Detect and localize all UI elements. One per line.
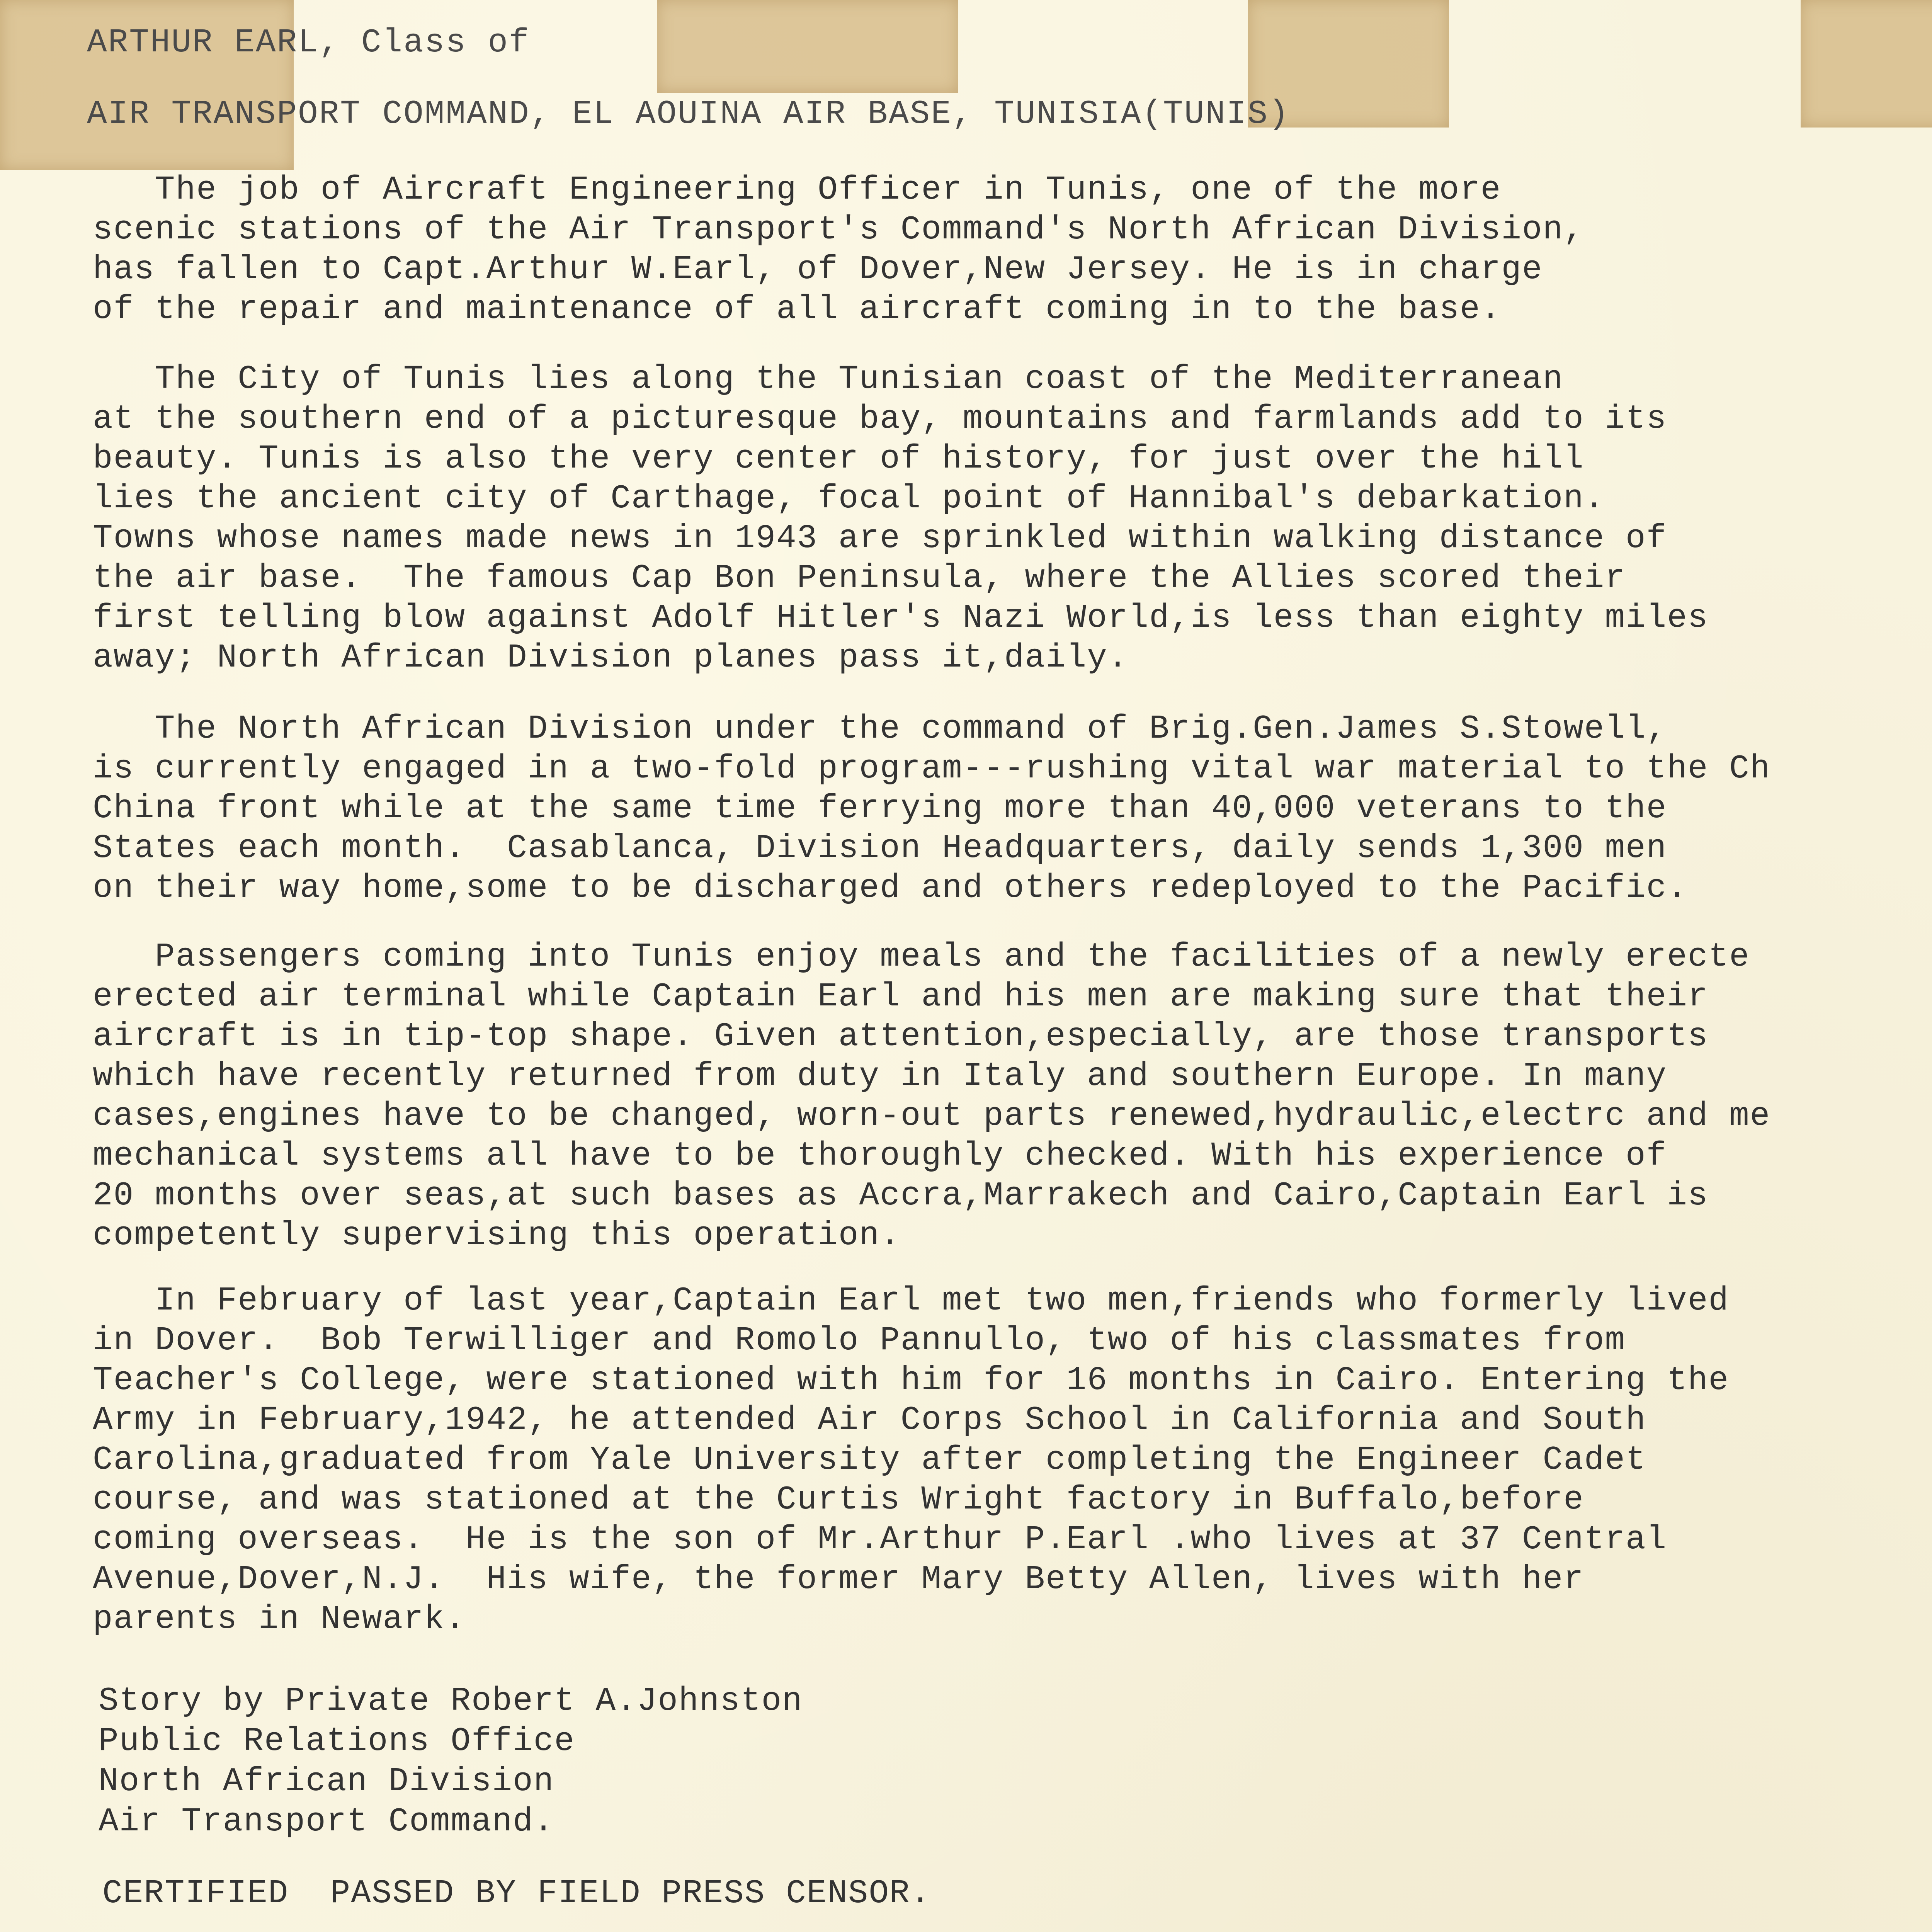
text-line: which have recently returned from duty in Italy and southern Europe. In many xyxy=(93,1057,1667,1095)
byline-division: North African Division xyxy=(99,1762,554,1800)
paragraph-3 xyxy=(93,709,1909,908)
text-line: mechanical systems all have to be thoroughly checked. With his experience of xyxy=(93,1137,1667,1175)
text-line: coming overseas. He is the son of Mr.Arthur P.Earl .who lives at 37 Central xyxy=(93,1520,1667,1558)
text-line: scenic stations of the Air Transport's Command's North African Division, xyxy=(93,211,1584,248)
text-line: competently supervising this operation. xyxy=(93,1216,901,1254)
text-line: erected air terminal while Captain Earl and his men are making sure that their xyxy=(93,978,1709,1015)
byline-office: Public Relations Office xyxy=(99,1722,575,1760)
masking-tape xyxy=(1801,0,1932,128)
text-line: in Dover. Bob Terwilliger and Romolo Pannullo, two of his classmates from xyxy=(93,1321,1626,1359)
text-line: away; North African Division planes pass it,daily. xyxy=(93,639,1129,677)
text-line: The North African Division under the command of Brig.Gen.James S.Stowell, xyxy=(93,710,1667,748)
text-line: lies the ancient city of Carthage, focal point of Hannibal's debarkation. xyxy=(93,480,1605,517)
text-line: The job of Aircraft Engineering Officer in Tunis, one of the more xyxy=(93,171,1502,209)
text-line: The City of Tunis lies along the Tunisian coast of the Mediterranean xyxy=(93,360,1564,398)
text-line: Carolina,graduated from Yale University after completing the Engineer Cadet xyxy=(93,1441,1646,1479)
censor-certification: CERTIFIED PASSED BY FIELD PRESS CENSOR. xyxy=(102,1874,931,1912)
paragraph-2 xyxy=(93,359,1909,678)
text-line: first telling blow against Adolf Hitler's Nazi World,is less than eighty miles xyxy=(93,599,1709,637)
text-line: the air base. The famous Cap Bon Peninsula, where the Allies scored their xyxy=(93,559,1626,597)
byline-author: Story by Private Robert A.Johnston xyxy=(99,1682,803,1720)
text-line: Teacher's College, were stationed with him for 16 months in Cairo. Entering the xyxy=(93,1361,1730,1399)
paragraph-5 xyxy=(93,1281,1909,1639)
text-line: Avenue,Dover,N.J. His wife, the former Mary Betty Allen, lives with her xyxy=(93,1560,1584,1598)
subject-line: ARTHUR EARL, Class of xyxy=(87,24,530,61)
byline-block xyxy=(99,1681,803,1842)
text-line: cases,engines have to be changed, worn-out parts renewed,hydraulic,electrc and me xyxy=(93,1097,1771,1135)
text-line: In February of last year,Captain Earl met two men,friends who formerly lived xyxy=(93,1282,1730,1320)
paragraph-4 xyxy=(93,937,1909,1255)
byline-command: Air Transport Command. xyxy=(99,1803,554,1840)
text-line: has fallen to Capt.Arthur W.Earl, of Dover,New Jersey. He is in charge xyxy=(93,250,1543,288)
masking-tape xyxy=(657,0,958,93)
text-line: Passengers coming into Tunis enjoy meals and the facilities of a newly erecte xyxy=(93,938,1750,976)
text-line: States each month. Casablanca, Division Headquarters, daily sends 1,300 men xyxy=(93,829,1667,867)
text-line: Army in February,1942, he attended Air Corps School in California and South xyxy=(93,1401,1646,1439)
text-line: aircraft is in tip-top shape. Given attention,especially, are those transports xyxy=(93,1017,1709,1055)
text-line: China front while at the same time ferrying more than 40,000 veterans to the xyxy=(93,789,1667,827)
text-line: parents in Newark. xyxy=(93,1600,466,1638)
text-line: Towns whose names made news in 1943 are sprinkled within walking distance of xyxy=(93,519,1667,557)
text-line: 20 months over seas,at such bases as Accra,Marrakech and Cairo,Captain Earl is xyxy=(93,1177,1709,1214)
text-line: of the repair and maintenance of all aircraft coming in to the base. xyxy=(93,290,1502,328)
dateline: AIR TRANSPORT COMMAND, EL AOUINA AIR BASE, TUNISIA(TUNIS) xyxy=(87,95,1290,133)
text-line: beauty. Tunis is also the very center of history, for just over the hill xyxy=(93,440,1584,478)
paragraph-1 xyxy=(93,170,1909,329)
text-line: on their way home,some to be discharged and others redeployed to the Pacific. xyxy=(93,869,1688,907)
text-line: course, and was stationed at the Curtis Wright factory in Buffalo,before xyxy=(93,1481,1584,1519)
text-line: is currently engaged in a two-fold program---rushing vital war material to the Ch xyxy=(93,750,1771,787)
text-line: at the southern end of a picturesque bay, mountains and farmlands add to its xyxy=(93,400,1667,438)
